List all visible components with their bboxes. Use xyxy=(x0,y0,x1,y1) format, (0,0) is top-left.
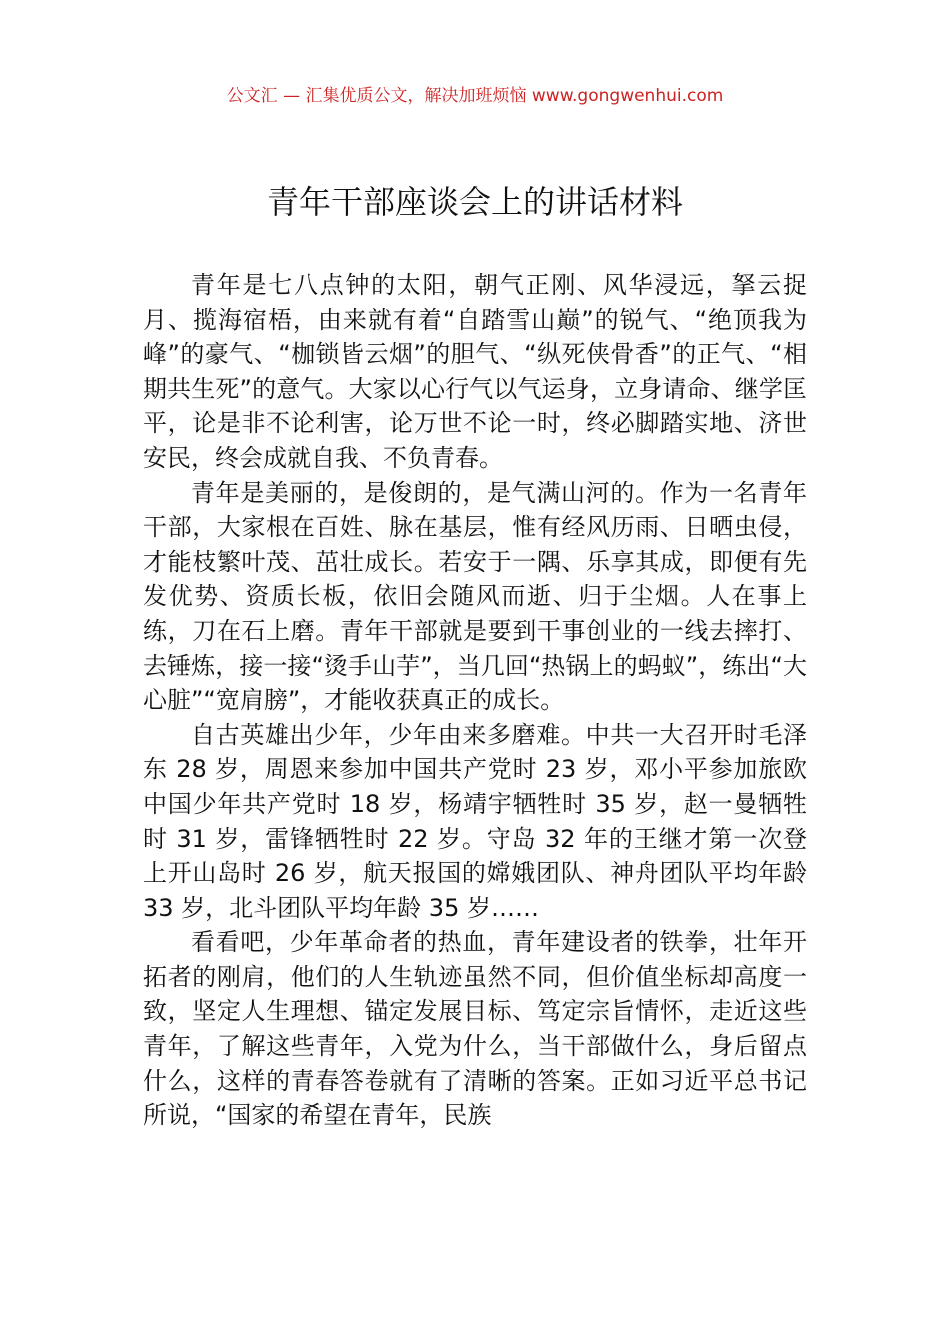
paragraph-2: 青年是美丽的，是俊朗的，是气满山河的。作为一名青年干部，大家根在百姓、脉在基层，惟有经风历雨、日晒虫侵，才能枝繁叶茂、茁壮成长。若安于一隅、乐享其成，即便有先发优势、资质长板，依旧会随风而逝、归于尘烟。人在事上练，刀在石上磨。青年干部就是要到干事创业的一线去摔打、去锤炼，接一接“烫手山芋”，当几回“热锅上的蚂蚁”，练出“大心脏”“宽肩膀”，才能收获真正的成长。 xyxy=(143,478,807,715)
site-header-banner: 公文汇 — 汇集优质公文，解决加班烦恼 www.gongwenhui.com xyxy=(226,86,724,106)
paragraph-3: 自古英雄出少年，少年由来多磨难。中共一大召开时毛泽东 28 岁，周恩来参加中国共产党时 23 岁，邓小平参加旅欧中国少年共产党时 18 岁，杨靖宇牺牲时 35 岁，赵一曼牺牲时 31 岁，雷锋牺牲时 22 岁。守岛 32 年的王继才第一次登上开山岛时 26 岁，航天报国的嫦娥团队、神舟团队平均年龄 33 岁，北斗团队平均年龄 35 岁…… xyxy=(143,720,807,922)
document-body xyxy=(143,268,807,1133)
paragraph-4: 看看吧，少年革命者的热血，青年建设者的铁拳，壮年开拓者的刚肩，他们的人生轨迹虽然不同，但价值坐标却高度一致，坚定人生理想、锚定发展目标、笃定宗旨情怀，走近这些青年，了解这些青年，入党为什么，当干部做什么，身后留点什么，这样的青春答卷就有了清晰的答案。正如习近平总书记所说，“国家的希望在青年，民族 xyxy=(143,928,807,1130)
document-title: 青年干部座谈会上的讲话材料 xyxy=(266,183,683,221)
paragraph-1: 青年是七八点钟的太阳，朝气正刚、风华浸远，拏云捉月、揽海宿梧，由来就有着“自踏雪山巅”的锐气、“绝顶我为峰”的豪气、“枷锁皆云烟”的胆气、“纵死侠骨香”的正气、“相期共生死”的意气。大家以心行气以气运身，立身请命、继学匡平，论是非不论利害，论万世不论一时，终必脚踏实地、济世安民，终会成就自我、不负青春。 xyxy=(143,271,807,472)
